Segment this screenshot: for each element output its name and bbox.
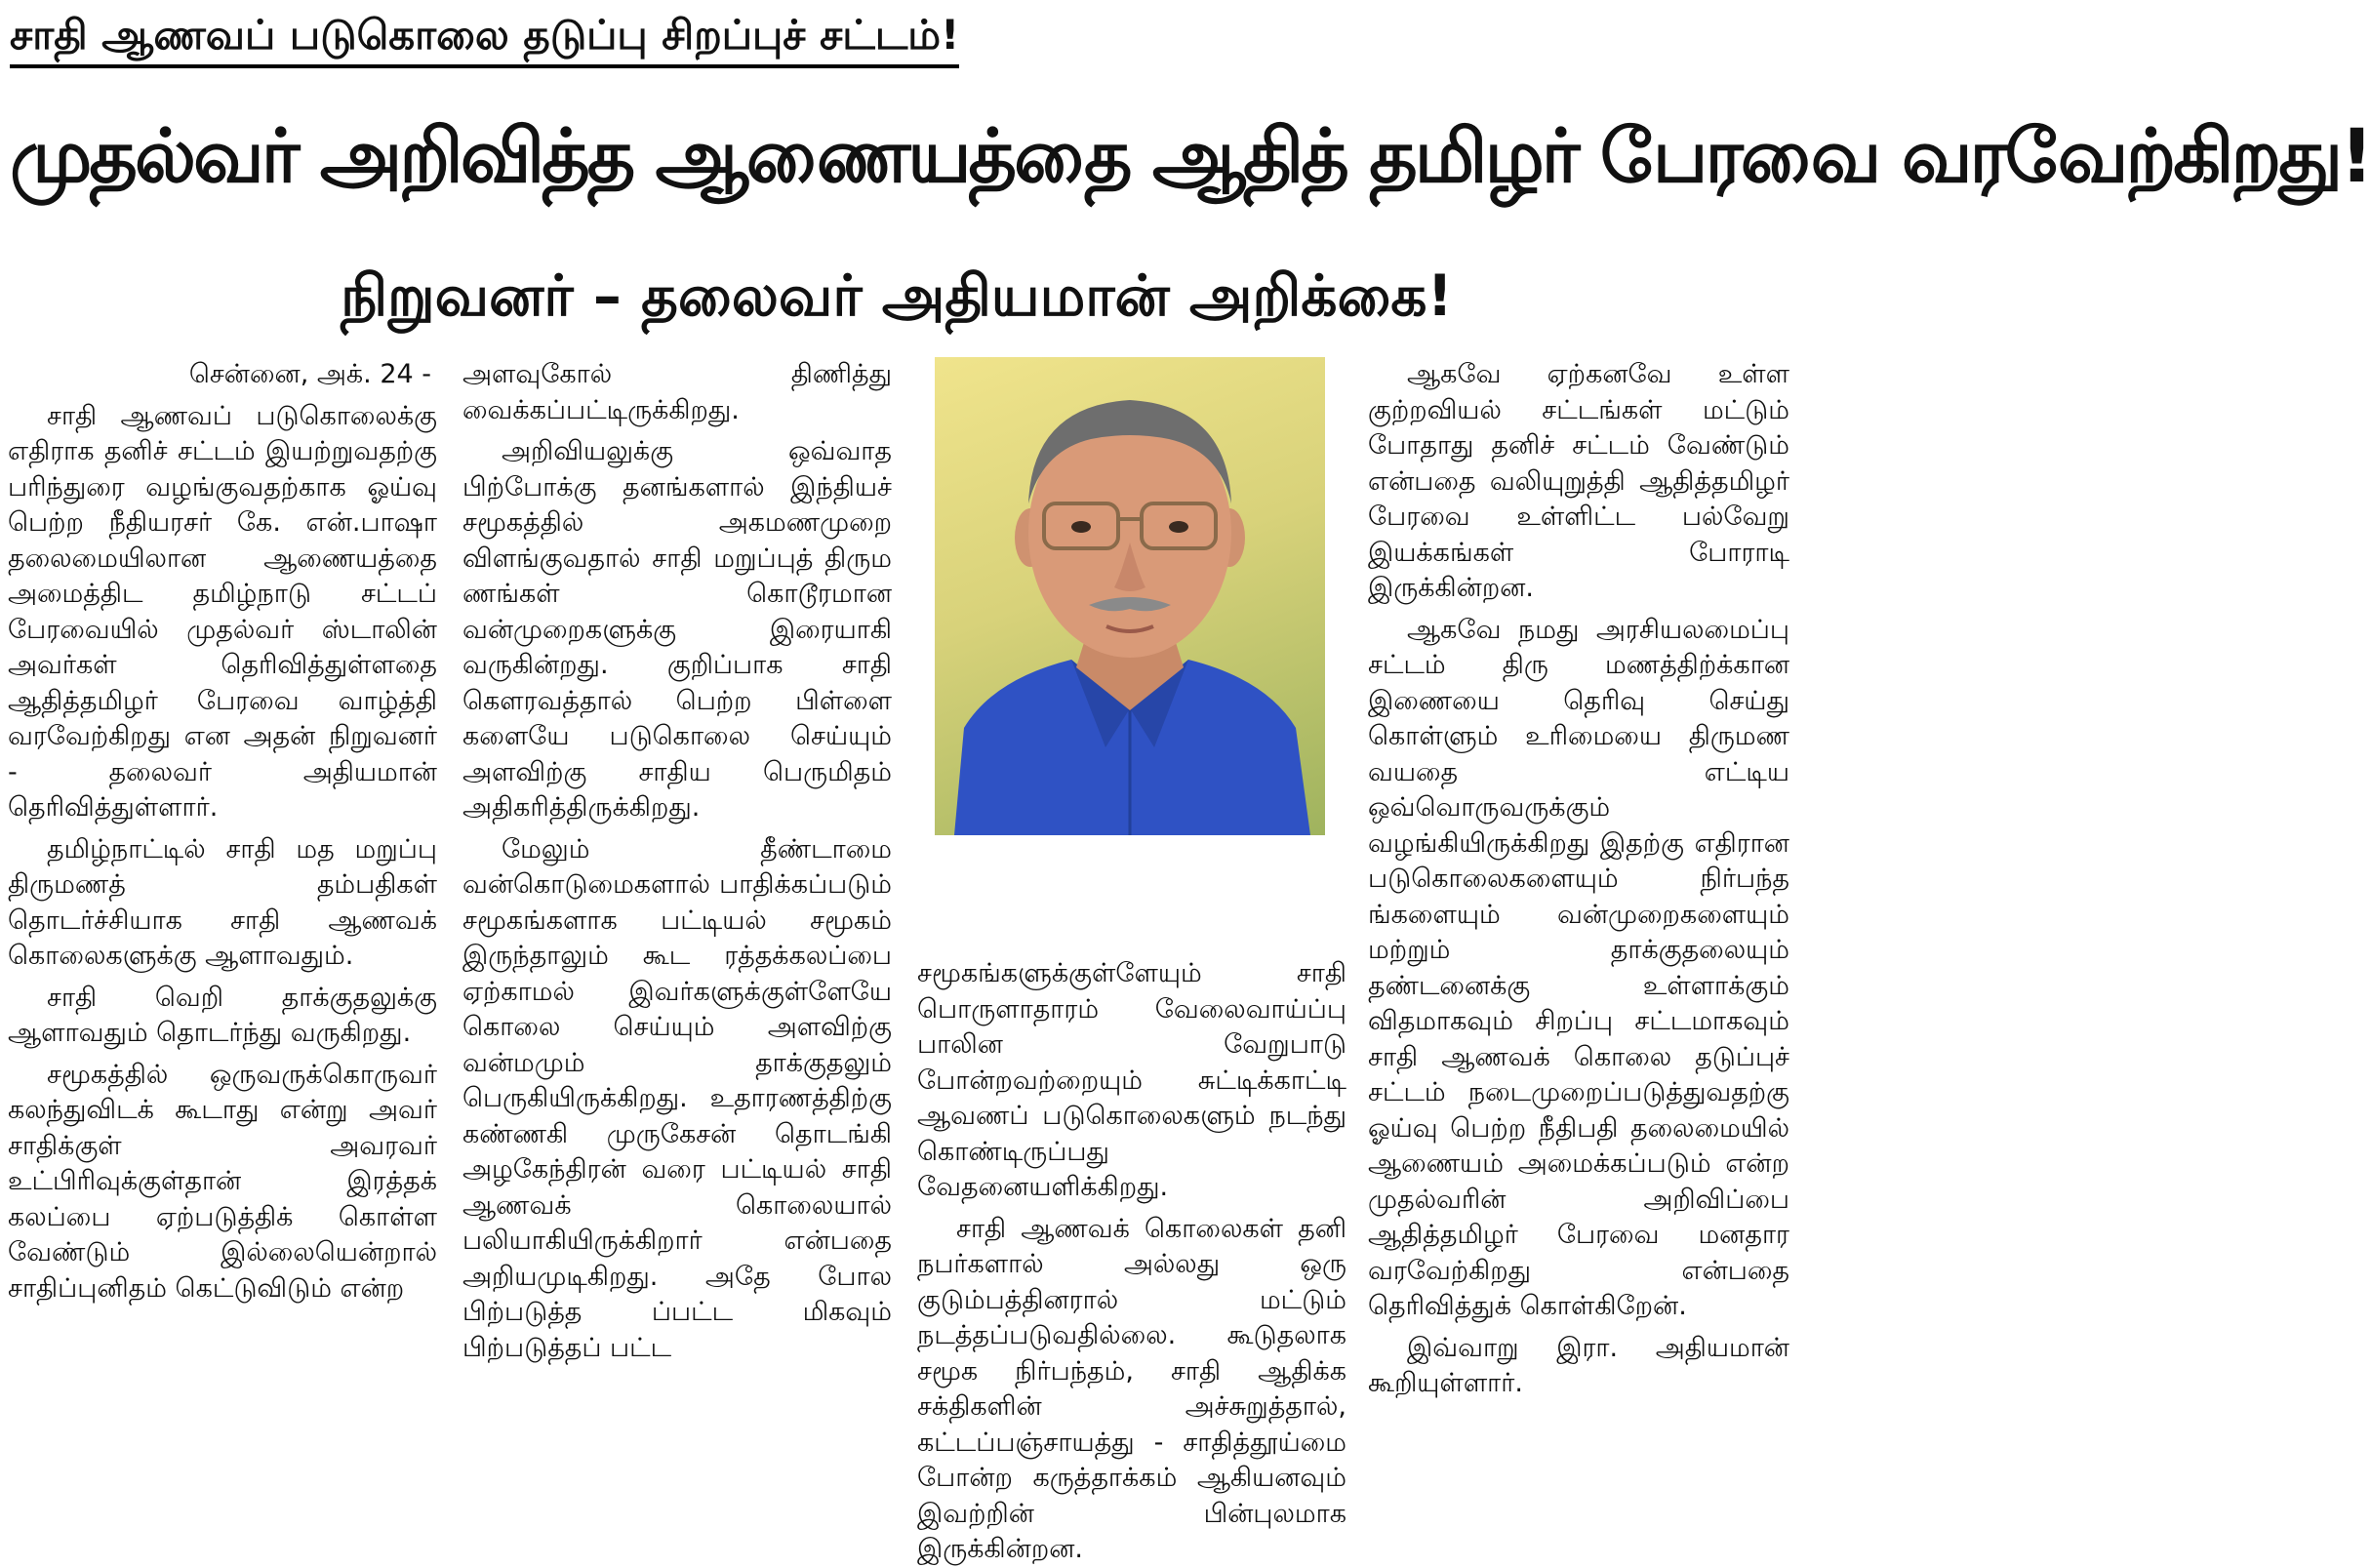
sub-headline: நிறுவனர் – தலைவர் அதியமான் அறிக்கை!	[341, 262, 1453, 329]
paragraph: மேலும் தீண்டாமை வன்கொடுமைகளால் பாதிக்கப்படும் சமூகங்களாக பட்டியல் சமூகம் இருந்தாலும் கூட ரத்தக்கலப்பை ஏற்காமல் இவர்களுக்குள்ளேயே கொலை செய்யும் அளவிற்கு வன்மமும் தாக்குதலும் பெருகியிருக்கிறது. உதாரணத்திற்கு கண்ணகி முருகேசன் தொடங்கி அழகேந்திரன் வரை பட்டியல் சாதி ஆணவக் கொலையால் பலியாகியிருக்கிறார் என்பதை அறியமுடிகிறது. அதே போல பிற்படுத்த ப்பட்ட மிகவும் பிற்படுத்தப் பட்ட	[462, 833, 892, 1363]
paragraph: அறிவியலுக்கு ஒவ்வாத பிற்போக்கு தனங்களால் இந்தியச் சமூகத்தில் அகமணமுறை விளங்குவதால் சாதி மறுப்புத் திரும ணங்கள் கொடூரமான வன்முறைகளுக்கு இரையாகி வருகின்றது. குறிப்பாக சாதி கௌரவத்தால் பெற்ற பிள்ளை களையே படுகொலை செய்யும் அளவிற்கு சாதிய பெருமிதம் அதிகரித்திருக்கிறது.	[462, 436, 892, 823]
article-column-2	[462, 357, 892, 1559]
kicker-headline: சாதி ஆணவப் படுகொலை தடுப்பு சிறப்புச் சட்டம்!	[10, 8, 959, 68]
dateline: சென்னை, அக். 24 -	[188, 359, 431, 389]
portrait-icon	[935, 357, 1325, 835]
article-column-4	[1368, 357, 1789, 1559]
paragraph: சமூகத்தில் ஒருவருக்கொருவர் கலந்துவிடக் கூடாது என்று அவர் சாதிக்குள் அவரவர் உட்பிரிவுக்குள்தான் இரத்தக் கலப்பை ஏற்படுத்திக் கொள்ள வேண்டும் இல்லையென்றால் சாதிப்புனிதம் கெட்டுவிடும் என்ற	[8, 1059, 437, 1304]
paragraph: சாதி ஆணவப் படுகொலைக்கு எதிராக தனிச் சட்டம் இயற்றுவதற்கு பரிந்துரை வழங்குவதற்காக ஓய்வு பெற்ற நீதியரசர் கே. என்.பாஷா தலைமையிலான ஆணையத்தை அமைத்திட தமிழ்நாடு சட்டப் பேரவையில் முதல்வர் ஸ்டாலின் அவர்கள் தெரிவித்துள்ளதை ஆதித்தமிழர் பேரவை வாழ்த்தி வரவேற்கிறது என அதன் நிறுவனர் - தலைவர் அதியமான் தெரிவித்துள்ளார்.	[8, 400, 437, 823]
paragraph: இவ்வாறு இரா. அதியமான் கூறியுள்ளார்.	[1368, 1332, 1789, 1398]
paragraph: சாதி வெறி தாக்குதலுக்கு ஆளாவதும் தொடர்ந்து வருகிறது.	[8, 982, 437, 1048]
paragraph: சமூகங்களுக்குள்ளேயும் சாதி பொருளாதாரம் வேலைவாய்ப்பு பாலின வேறுபாடு போன்றவற்றையும் சுட்டிக்காட்டி ஆவணப் படுகொலைகளும் நடந்து கொண்டிருப்பது வேதனையளிக்கிறது.	[917, 958, 1346, 1202]
paragraph: ஆகவே நமது அரசியலமைப்பு சட்டம் திரு மணத்திற்க்கான இணையை தெரிவு செய்து கொள்ளும் உரிமையை திருமண வயதை எட்டிய ஒவ்வொருவருக்கும் வழங்கியிருக்கிறது இதற்கு எதிரான படுகொலைகளையும் நிர்பந்த ங்களையும் வன்முறைகளையும் மற்றும் தாக்குதலையும் தண்டனைக்கு உள்ளாக்கும் விதமாகவும் சிறப்பு சட்டமாகவும் சாதி ஆணவக் கொலை தடுப்புச் சட்டம் நடைமுறைப்படுத்துவதற்கு ஓய்வு பெற்ற நீதிபதி தலைமையில் ஆணையம் அமைக்கப்படும் என்ற முதல்வரின் அறிவிப்பை ஆதித்தமிழர் பேரவை மனதார வரவேற்கிறது என்பதை தெரிவித்துக் கொள்கிறேன்.	[1368, 614, 1789, 1321]
article-column-3	[917, 956, 1346, 1564]
main-headline: முதல்வர் அறிவித்த ஆணையத்தை ஆதித் தமிழர் பேரவை வரவேற்கிறது!	[10, 112, 2371, 199]
paragraph: அளவுகோல் திணித்து வைக்கப்பட்டிருக்கிறது.	[462, 359, 892, 425]
paragraph: தமிழ்நாட்டில் சாதி மத மறுப்பு திருமணத் தம்பதிகள் தொடர்ச்சியாக சாதி ஆணவக் கொலைகளுக்கு ஆளாவதும்.	[8, 833, 437, 971]
portrait-photo	[935, 357, 1325, 835]
paragraph: சாதி ஆணவக் கொலைகள் தனி நபர்களால் அல்லது ஒரு குடும்பத்தினரால் மட்டும் நடத்தப்படுவதில்லை. கூடுதலாக சமூக நிர்பந்தம், சாதி ஆதிக்க சக்திகளின் அச்சுறுத்தால், கட்டப்பஞ்சாயத்து - சாதித்தூய்மை போன்ற கருத்தாக்கம் ஆகியனவும் இவற்றின் பின்புலமாக இருக்கின்றன.	[917, 1213, 1346, 1564]
paragraph: ஆகவே ஏற்கனவே உள்ள குற்றவியல் சட்டங்கள் மட்டும் போதாது தனிச் சட்டம் வேண்டும் என்பதை வலியுறுத்தி ஆதித்தமிழர் பேரவை உள்ளிட்ட பல்வேறு இயக்கங்கள் போராடி இருக்கின்றன.	[1368, 359, 1789, 603]
article-column-1	[8, 357, 437, 1559]
